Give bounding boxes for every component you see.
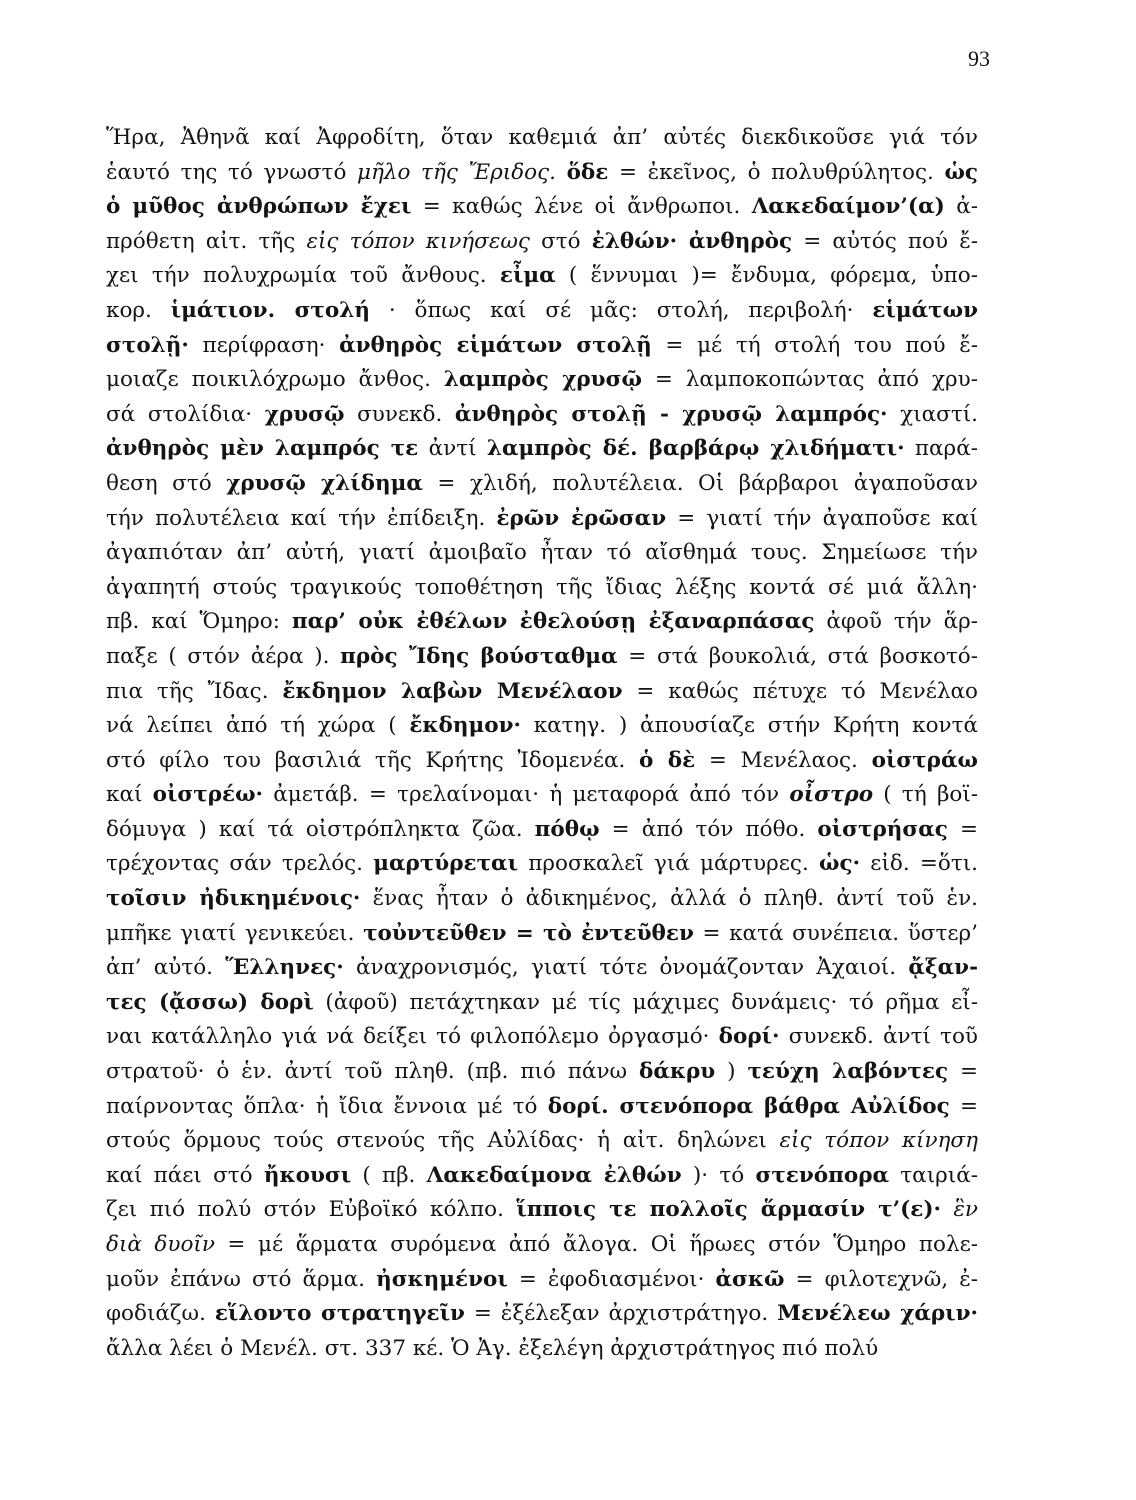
text-line [106, 1263, 978, 1298]
term-span: εἶμα [499, 263, 556, 289]
text-line [106, 398, 978, 433]
term-span: οἰστρέω· [152, 782, 264, 808]
term-span: Λακεδαίμονα ἐλθών [426, 1162, 682, 1188]
text-span: ἀγαπιόταν ἀπ’ αὐτή, γιατί ἀμοιβαῖο ἦταν τό αἴσθημά τους. Σημείωσε τήν [106, 540, 978, 566]
text-span: πβ. καί Ὅμηρο: [106, 609, 292, 635]
text-line [106, 709, 978, 744]
text-line [106, 675, 978, 710]
text-span: ἄλλα λέει ὁ Μενέλ. στ. 337 κέ. Ὁ Ἀγ. ἐξελέγη ἀρχιστράτηγος πιό πολύ [106, 1335, 879, 1361]
text-line [106, 1332, 978, 1367]
page-number: 93 [968, 46, 990, 71]
term-span: εἱμάτων [872, 297, 978, 323]
text-line [106, 917, 978, 952]
text-span: παξε ( στόν ἀέρα ). [106, 643, 341, 669]
term-span: ᾄξαν- [908, 955, 978, 981]
text-line [106, 502, 978, 537]
text-line [106, 329, 978, 364]
term-span: ὅδε [566, 159, 609, 185]
term-span: εἰς τόπον κινήσεως [306, 228, 530, 254]
term-span: διὰ δυοῖν [106, 1232, 215, 1257]
term-span: παρ’ οὐκ ἐθέλων ἐθελούσῃ ἐξαναρπάσας [291, 609, 815, 635]
text-span: = μέ τή στολή του πού ἔ- [651, 332, 978, 358]
text-span: τρέχοντας σάν τρελός. [106, 851, 374, 877]
text-line [106, 1020, 978, 1055]
text-span: στρατοῦ· ὁ ἑν. ἀντί τοῦ πληθ. (πβ. πιό πάνω [106, 1059, 639, 1085]
text-span: μπῆκε γιατί γενικεύει. [106, 920, 364, 946]
text-span: ) [715, 1059, 748, 1085]
term-span: ἱμάτιον. στολή [170, 297, 370, 323]
term-span: χρυσῷ χλίδημα [226, 470, 423, 496]
text-span: ἀφοῦ τήν ἅρ- [814, 609, 978, 635]
text-span: σά στολίδια· [106, 401, 265, 427]
text-span: Ἥρα, Ἀθηνᾶ καί Ἀφροδίτη, ὅταν καθεμιά ἀπ’ αὐτές διεκδικοῦσε γιά τόν [106, 125, 978, 150]
text-span: ἀ- [944, 194, 978, 220]
term-span: χρυσῷ [264, 401, 345, 427]
text-span: προσκαλεῖ γιά μάρτυρες. [518, 851, 820, 877]
text-span: στό [529, 228, 592, 254]
text-line [106, 813, 978, 848]
text-span: συνεκδ. ἀντί τοῦ [779, 1024, 978, 1050]
text-line [106, 1297, 978, 1332]
text-span: ( τή βοϊ- [873, 782, 978, 808]
term-span: ἀσκῶ [715, 1266, 785, 1292]
term-span: ἐλθών· ἀνθηρὸς [591, 228, 793, 254]
text-span: = κατά συνέπεια. ὕστερ’ [693, 920, 978, 946]
text-span: πια τῆς Ἴδας. [106, 678, 283, 704]
text-line [106, 1124, 978, 1159]
text-line [106, 259, 978, 294]
text-line [106, 1193, 978, 1228]
text-span: = ἐξέλεξαν ἀρχιστράτηγο. [464, 1301, 778, 1327]
text-span: στό φίλο του βασιλιά τῆς Κρήτης Ἰδομενέα. [106, 747, 640, 773]
text-line [106, 1228, 978, 1263]
text-line [106, 363, 978, 398]
text-span: ἀναχρονισμός, γιατί τότε ὀνομάζονταν Ἀχαιοί. [343, 955, 909, 981]
term-span: ἔκδημον· [409, 713, 521, 739]
term-span: ἓν [953, 1197, 978, 1223]
text-span: = [949, 1093, 978, 1119]
text-span: καί [106, 782, 153, 808]
text-span: = αὐτός πού ἔ- [792, 228, 978, 254]
term-span: εἰς τόπον κίνηση [779, 1128, 978, 1154]
term-span: στολῇ· [106, 332, 189, 358]
text-span: · ὅπως καί σέ μᾶς: στολή, περιβολή· [369, 297, 873, 323]
text-span: μοῦν ἐπάνω στό ἅρμα. [106, 1266, 377, 1292]
text-line [106, 778, 978, 813]
text-span: ἀμετάβ. = τρελαίνομαι· ἡ μεταφορά ἀπό τόν [263, 782, 790, 808]
term-span: Λακεδαίμον’(α) [751, 194, 945, 220]
term-span: δορί· [718, 1024, 780, 1050]
text-span: ἀπ’ αὐτό. [106, 955, 226, 981]
text-span: = ἀπό τόν πόθο. [599, 816, 818, 842]
text-span: ( πβ. [351, 1162, 427, 1188]
text-span: χει τήν πολυχρωμία τοῦ ἄνθους. [106, 263, 500, 289]
text-span: ( ἕννυμαι )= ἔνδυμα, φόρεμα, ὑπο- [555, 263, 978, 289]
text-line [106, 571, 978, 606]
term-span: μῆλο τῆς Ἔριδος. [357, 159, 556, 185]
term-span: λαμπρὸς δέ. βαρβάρῳ χλιδήματι· [486, 436, 905, 462]
text-line [106, 744, 978, 779]
term-span: ἐρῶν ἐρῶσαν [496, 505, 667, 531]
text-span: = λαμποκοπώντας ἀπό χρυ- [641, 367, 978, 393]
text-line [106, 605, 978, 640]
text-line [106, 225, 978, 260]
text-span: νά λείπει ἀπό τή χώρα ( [106, 713, 410, 739]
text-line [106, 467, 978, 502]
text-line [106, 847, 978, 882]
term-span: πρὸς Ἴδης βούσταθμα [340, 643, 618, 669]
text-span: ταιριά- [889, 1162, 978, 1188]
term-span: ὡς· [819, 851, 861, 877]
term-span: μαρτύρεται [373, 851, 518, 877]
text-line [106, 986, 978, 1021]
text-span: στούς ὅρμους τούς στενούς τῆς Αὐλίδας· ἡ αἰτ. δηλώνει [106, 1128, 780, 1154]
term-span: ὁ δὲ [639, 747, 696, 773]
text-span: ἕνας ἦταν ὁ ἀδικημένος, ἀλλά ὁ πληθ. ἀντί τοῦ ἑν. [360, 886, 978, 912]
term-span: ἵπποις τε πολλοῖς ἅρμασίν τ’(ε)· [516, 1197, 941, 1223]
term-span: τες (ᾄσσω) δορὶ [106, 989, 314, 1015]
term-span: λαμπρὸς χρυσῷ [443, 367, 642, 393]
text-line [106, 156, 978, 191]
text-span: παίρνοντας ὅπλα· ἡ ἴδια ἔννοια μέ τό [106, 1093, 548, 1119]
term-span: στενόπορα [755, 1162, 890, 1188]
text-span: κατηγ. ) ἀπουσίαζε στήν Κρήτη κοντά [520, 713, 978, 739]
text-line [106, 536, 978, 571]
term-span: εἵλοντο στρατηγεῖν [214, 1301, 465, 1327]
text-span: = Μενέλαος. [695, 747, 872, 773]
term-span: Μενέλεω χάριν· [777, 1301, 978, 1327]
text-span: πρόθετη αἰτ. τῆς [106, 228, 307, 254]
text-span: καί πάει στό [106, 1162, 264, 1188]
text-span: χιαστί. [887, 401, 978, 427]
text-span: = μέ ἅρματα συρόμενα ἀπό ἄλογα. Οἱ ἥρωες στόν Ὅμηρο πολε- [214, 1232, 978, 1257]
text-span: )· τό [681, 1162, 756, 1188]
text-span: συνεκδ. [344, 401, 455, 427]
term-span: πόθῳ [534, 816, 600, 842]
text-span: παρά- [904, 436, 978, 462]
text-span: θεση στό [106, 470, 227, 496]
term-span: ὁ μῦθος ἀνθρώπων ἔχει [106, 194, 412, 220]
term-span: ἠσκημένοι [376, 1266, 508, 1292]
term-span: ὡς [944, 159, 978, 185]
text-line [106, 1055, 978, 1090]
text-span: = χλιδή, πολυτέλεια. Οἱ βάρβαροι ἀγαποῦσαν [422, 470, 978, 496]
text-span: τήν πολυτέλεια καί τήν ἐπίδειξη. [106, 505, 497, 531]
term-span: οἰστράω [871, 747, 978, 773]
term-span: ἀνθηρὸς στολῇ - χρυσῷ λαμπρός· [454, 401, 888, 427]
text-span: φοδιάζω. [106, 1301, 215, 1327]
term-span: τοῖσιν ἠδικημένοις· [106, 886, 361, 912]
text-span: εἰδ. =ὅτι. [860, 851, 978, 877]
term-span: δορί. στενόπορα βάθρα Αὐλίδος [547, 1093, 950, 1119]
text-span: μοιαζε ποικιλόχρωμο ἄνθος. [106, 367, 444, 393]
text-span: ναι κατάλληλο γιά νά δείξει τό φιλοπόλεμο ὀργασμό· [106, 1024, 719, 1050]
term-span: Ἕλληνες· [225, 955, 344, 981]
text-span: = ἐφοδιασμένοι· [507, 1266, 716, 1292]
text-span: ἀντί [418, 436, 487, 462]
text-span: κορ. [106, 297, 171, 323]
term-span: τεύχη λαβόντες [747, 1059, 949, 1085]
commentary-text [106, 121, 978, 1366]
text-span: = γιατί τήν ἀγαποῦσε καί [666, 505, 978, 531]
text-span: = φιλοτεχνῶ, ἐ- [784, 1266, 978, 1292]
text-span: = [947, 816, 978, 842]
term-span: δάκρυ [638, 1059, 716, 1085]
text-span: = στά βουκολιά, στά βοσκοτό- [617, 643, 978, 669]
term-span: ἀνθηρὸς εἱμάτων στολῇ [339, 332, 652, 358]
text-span: = καθώς πέτυχε τό Μενέλαο [622, 678, 978, 704]
term-span: οἶστρο [789, 782, 874, 808]
text-span: ζει πιό πολύ στόν Εὐβοϊκό κόλπο. [106, 1197, 517, 1223]
text-span: = ἐκεῖνος, ὁ πολυθρύλητος. [608, 159, 945, 185]
text-line [106, 640, 978, 675]
text-span [941, 1197, 953, 1222]
term-span: ἤκουσι [263, 1162, 352, 1188]
text-line [106, 432, 978, 467]
text-line [106, 882, 978, 917]
text-span: περίφραση· [188, 332, 340, 358]
text-span: = καθώς λένε οἱ ἄνθρωποι. [411, 194, 752, 220]
text-span: = [948, 1059, 978, 1085]
text-line [106, 294, 978, 329]
text-line [106, 1090, 978, 1125]
term-span: ἔκδημον λαβὼν Μενέλαον [282, 678, 623, 704]
text-line [106, 1159, 978, 1194]
text-line [106, 121, 978, 156]
text-span: ἀγαπητή στούς τραγικούς τοποθέτηση τῆς ἴδιας λέξης κοντά σέ μιά ἄλλη· [106, 574, 978, 600]
text-span: (ἀφοῦ) πετάχτηκαν μέ τίς μάχιμες δυνάμεις· τό ρῆμα εἶ- [313, 989, 978, 1015]
term-span: ἀνθηρὸς μὲν λαμπρός τε [106, 436, 419, 462]
term-span: οἰστρήσας [817, 816, 948, 842]
text-line [106, 951, 978, 986]
text-span: ἑαυτό της τό γνωστό [106, 159, 358, 185]
term-span: τοὐντεῦθεν = τὸ ἐντεῦθεν [363, 920, 694, 946]
text-line [106, 190, 978, 225]
text-span: δόμυγα ) καί τά οἰστρόπληκτα ζῶα. [106, 816, 535, 842]
text-span [556, 160, 567, 185]
